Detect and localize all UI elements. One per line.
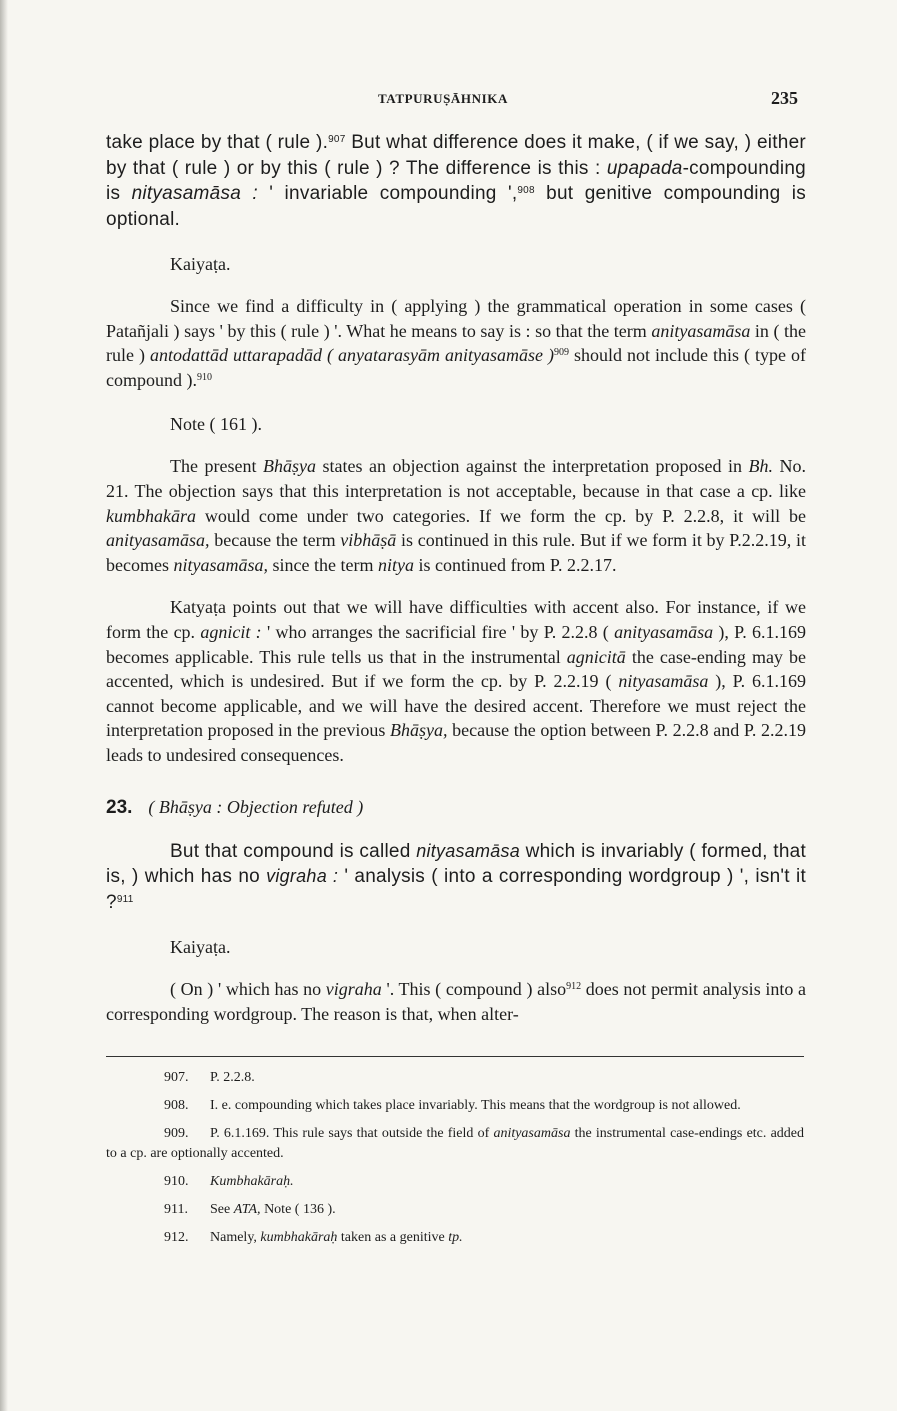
section-number: 23. [106, 796, 133, 818]
footnote-ref-909[interactable]: 909 [554, 347, 569, 359]
paragraph-3: The present Bhāṣya states an objection against the interpretation proposed in Bh. No. 21. The objection says that this interpretation is not acceptable, because in that case a cp. like kumbhakāra would come under two categories. If we form the cp. by P. 2.2.8, it will be anityasamāsa, because the term vibhāṣā is continued in this rule. But if we form it by P.2.2.19, it becomes nityasamāsa, since the term nitya is continued from P. 2.2.17. [106, 456, 807, 575]
footnote-ref-912[interactable]: 912 [566, 981, 582, 992]
kaiyata-heading-2: Kaiyaṭa. [170, 937, 231, 957]
section-heading-23 [106, 794, 806, 821]
paragraph-6: ( On ) ' which has no vigraha '. This ( compound ) also$^{912}$ does not permit analysis into a corresponding wordgroup. The reason is that, when alter- [106, 979, 806, 1024]
binding-edge-shadow [0, 0, 8, 1411]
paragraph-5: But that compound is called nityasamāsa which is invariably ( formed, that is, ) which has no vigraha : ' analysis ( into a corresponding wordgroup ) ', isn't it ?$^{911}$ [106, 840, 806, 913]
footnote-divider [106, 1056, 804, 1057]
footnote-ref-907[interactable]: 907 [328, 134, 346, 145]
footnote-907: 907. P. 2.2.8. [164, 1070, 255, 1085]
section-title: ( Bhāṣya : Objection refuted ) [148, 796, 364, 817]
footnote-908: 908. I. e. compounding which takes place invariably. This means that the wordgroup is not allowed. [164, 1098, 741, 1113]
running-head [106, 88, 808, 110]
paragraph-1: take place by that ( rule ).$^{907}$ But what difference does it make, ( if we say, ) either by that ( rule ) or by this ( rule ) ? The difference is this : upapada-compounding is nityasamāsa : ' invariable compounding ',$^{908}$ but genitive compounding is optional. [106, 132, 806, 230]
footnote-911: 911. See ATA, Note ( 136 ). [164, 1202, 336, 1217]
footnote-912: 912. Namely, kumbhakāraḥ taken as a genitive tp. [164, 1230, 463, 1245]
body-text [106, 130, 806, 1026]
paragraph-2: Since we find a difficulty in ( applying ) the grammatical operation in some cases ( Patañjali ) says ' by this ( rule ) '. What he means to say is : so that the term anityasamāsa in ( the rule ) antodattād uttarapadād ( anyatarasyām anityasamāse )$^{909}$ should not include this ( type of compound ).$^{910}$ [106, 296, 806, 390]
page-number: 235 [771, 88, 798, 108]
footnote-910: 910. Kumbhakāraḥ. [164, 1174, 294, 1189]
note-heading-161: Note ( 161 ). [170, 414, 262, 435]
footnote-ref-910[interactable]: 910 [196, 371, 212, 383]
footnote-ref-908[interactable]: 908 [517, 185, 535, 196]
kaiyata-heading-1: Kaiyaṭa. [170, 254, 231, 274]
footnotes [106, 1068, 804, 1256]
footnote-ref-911[interactable]: 911 [116, 893, 134, 905]
paragraph-4: Katyaṭa points out that we will have difficulties with accent also. For instance, if we form the cp. agnicit : ' who arranges the sacrificial fire ' by P. 2.2.8 ( anityasamāsa ), P. 6.1.169 becomes applicable. This rule tells us that in the instrumental agnicitā the case-ending may be accented, which is undesired. But if we form the cp. by P. 2.2.19 ( nityasamāsa ), P. 6.1.169 cannot become applicable, and we will have the desired accent. Therefore we must reject the interpretation proposed in the previous Bhāṣya, because the option between P. 2.2.8 and P. 2.2.19 leads to undesired consequences. [106, 597, 807, 765]
running-head-title: TATPURUṢĀHNIKA [378, 91, 508, 106]
footnote-909: 909. P. 6.1.169. This rule says that outside the field of anityasamāsa the instrumental case-endings etc. added to a cp. are optionally accented. [106, 1126, 804, 1161]
